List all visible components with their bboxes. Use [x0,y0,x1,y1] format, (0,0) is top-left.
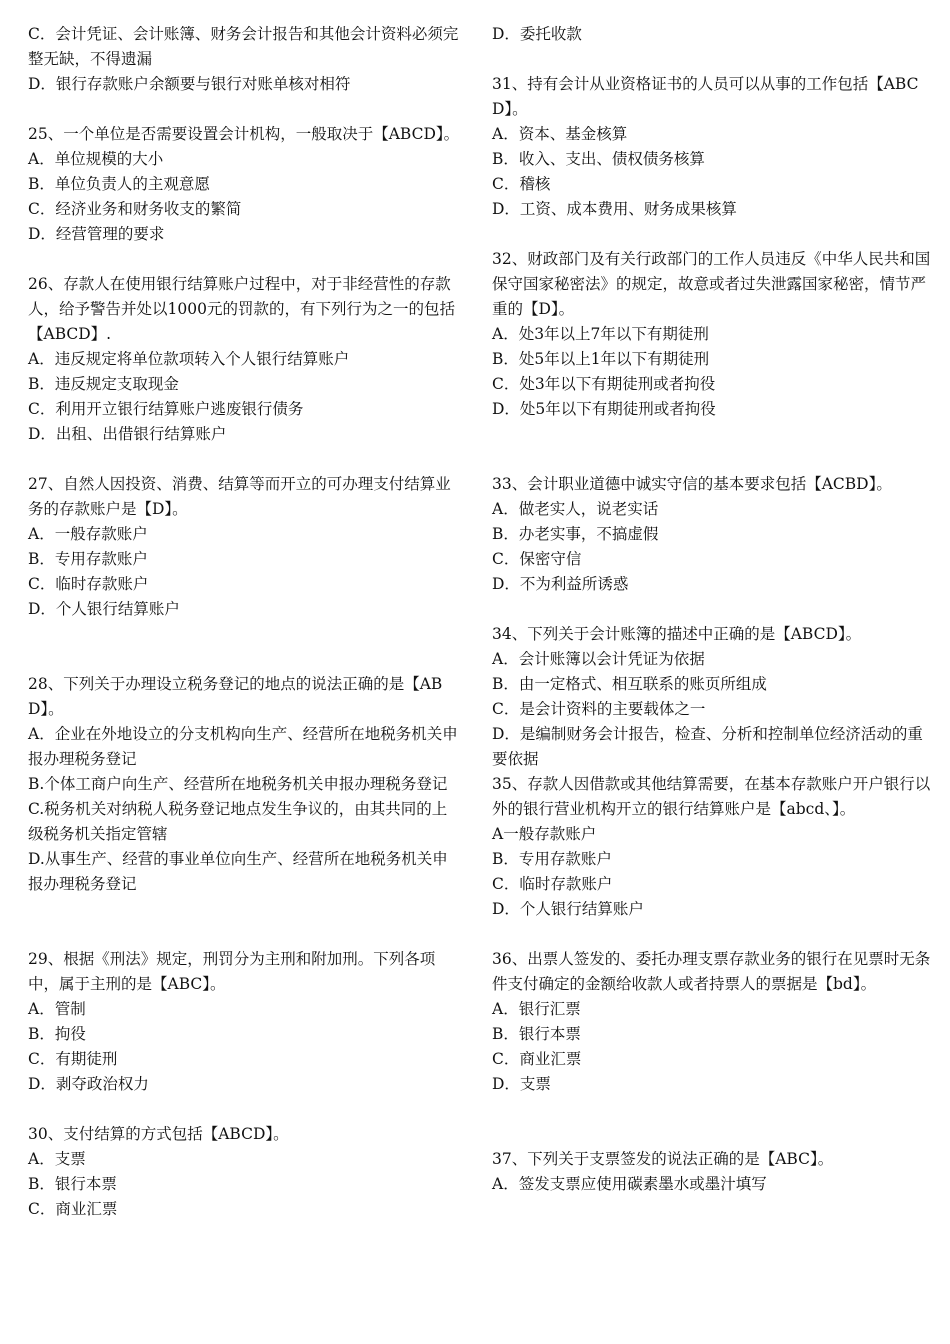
option-text: C．会计凭证、会计账簿、财务会计报告和其他会计资料必须完整无缺，不得遗漏 [28,25,459,68]
option-text: B．银行本票 [28,1175,117,1193]
option-text: A．单位规模的大小 [28,150,164,168]
spacer [28,447,460,472]
option-text: A．管制 [28,1000,86,1018]
option-text: C.税务机关对纳税人税务登记地点发生争议的，由其共同的上级税务机关指定管辖 [28,800,448,843]
question-text: 37、下列关于支票签发的说法正确的是【ABC】。 [492,1150,834,1168]
question-text: 33、会计职业道德中诚实守信的基本要求包括【ACBD】。 [492,475,892,493]
option-text: B．银行本票 [492,1025,581,1043]
option-text: B．拘役 [28,1025,86,1043]
option-text: D．委托收款 [492,25,582,43]
option-text: A．违反规定将单位款项转入个人银行结算账户 [28,350,350,368]
option-text: B．办老实事，不搞虚假 [492,525,659,543]
spacer [492,222,932,247]
spacer [492,922,932,947]
option-text: D．个人银行结算账户 [28,600,180,618]
spacer [28,922,460,947]
question-text: 30、支付结算的方式包括【ABCD】。 [28,1125,289,1143]
option-text: B．处5年以上1年以下有期徒刑 [492,350,710,368]
option-text: B．单位负责人的主观意愿 [28,175,210,193]
option-text: A．银行汇票 [492,1000,581,1018]
option-text: B．专用存款账户 [492,850,612,868]
spacer [28,97,460,122]
option-text: A．一般存款账户 [28,525,148,543]
option-text: D．支票 [492,1075,551,1093]
option-text: B．专用存款账户 [28,550,148,568]
option-text: D．银行存款账户余额要与银行对账单核对相符 [28,75,351,93]
spacer [492,597,932,622]
option-text: D．出租、出借银行结算账户 [28,425,227,443]
right-column [492,22,932,1197]
option-text: A．做老实人，说老实话 [492,500,659,518]
spacer [492,47,932,72]
question-text: 26、存款人在使用银行结算账户过程中，对于非经营性的存款人，给予警告并处以1000元的罚款的，有下列行为之一的包括【ABCD】. [28,275,455,343]
question-text: 31、持有会计从业资格证书的人员可以从事的工作包括【ABCD】。 [492,75,919,118]
option-text: D．工资、成本费用、财务成果核算 [492,200,737,218]
option-text: D．处5年以下有期徒刑或者拘役 [492,400,716,418]
option-text: A．企业在外地设立的分支机构向生产、经营所在地税务机关申报办理税务登记 [28,725,458,768]
option-text: A．资本、基金核算 [492,125,628,143]
question-text: 36、出票人签发的、委托办理支票存款业务的银行在见票时无条件支付确定的金额给收款人或者持票人的票据是【bd】。 [492,950,931,993]
option-text: B．收入、支出、债权债务核算 [492,150,705,168]
option-text: D.从事生产、经营的事业单位向生产、经营所在地税务机关申报办理税务登记 [28,850,448,893]
option-text: C．处3年以下有期徒刑或者拘役 [492,375,716,393]
spacer [28,622,460,647]
option-text: C．稽核 [492,175,551,193]
spacer [492,447,932,472]
option-text: C．利用开立银行结算账户逃废银行债务 [28,400,304,418]
option-text: D．经营管理的要求 [28,225,165,243]
spacer [28,897,460,922]
option-text: C．商业汇票 [492,1050,582,1068]
question-text: 28、下列关于办理设立税务登记的地点的说法正确的是【ABD】。 [28,675,443,718]
question-text: 29、根据《刑法》规定，刑罚分为主刑和附加刑。下列各项中，属于主刑的是【ABC】。 [28,950,436,993]
option-text: D．剥夺政治权力 [28,1075,149,1093]
question-text: 34、下列关于会计账簿的描述中正确的是【ABCD】。 [492,625,862,643]
option-text: A．支票 [28,1150,86,1168]
option-text: C．经济业务和财务收支的繁简 [28,200,242,218]
question-text: 27、自然人因投资、消费、结算等而开立的可办理支付结算业务的存款账户是【D】。 [28,475,451,518]
spacer [492,1122,932,1147]
option-text: C．临时存款账户 [28,575,149,593]
spacer [28,247,460,272]
question-text: 32、财政部门及有关行政部门的工作人员违反《中华人民共和国保守国家秘密法》的规定，故意或者过失泄露国家秘密，情节严重的【D】。 [492,250,931,318]
option-text: D．个人银行结算账户 [492,900,644,918]
left-column [28,22,460,1222]
option-text: A．处3年以上7年以下有期徒刑 [492,325,709,343]
option-text: C．临时存款账户 [492,875,613,893]
option-text: B．由一定格式、相互联系的账页所组成 [492,675,767,693]
option-text: D．是编制财务会计报告，检查、分析和控制单位经济活动的重要依据 [492,725,923,768]
option-text: C．商业汇票 [28,1200,118,1218]
option-text: A．会计账簿以会计凭证为依据 [492,650,705,668]
option-text: A一般存款账户 [492,825,597,843]
option-text: C．是会计资料的主要载体之一 [492,700,706,718]
spacer [492,1097,932,1122]
option-text: A．签发支票应使用碳素墨水或墨汁填写 [492,1175,767,1193]
option-text: C．保密守信 [492,550,582,568]
option-text: B．违反规定支取现金 [28,375,179,393]
question-text: 25、一个单位是否需要设置会计机构，一般取决于【ABCD】。 [28,125,460,143]
option-text: C．有期徒刑 [28,1050,118,1068]
spacer [28,647,460,672]
option-text: B.个体工商户向生产、经营所在地税务机关申报办理税务登记 [28,775,448,793]
option-text: D．不为利益所诱惑 [492,575,629,593]
spacer [492,422,932,447]
spacer [28,1097,460,1122]
question-text: 35、存款人因借款或其他结算需要，在基本存款账户开户银行以外的银行营业机构开立的银行结算账户是【abcd、】。 [492,775,931,818]
